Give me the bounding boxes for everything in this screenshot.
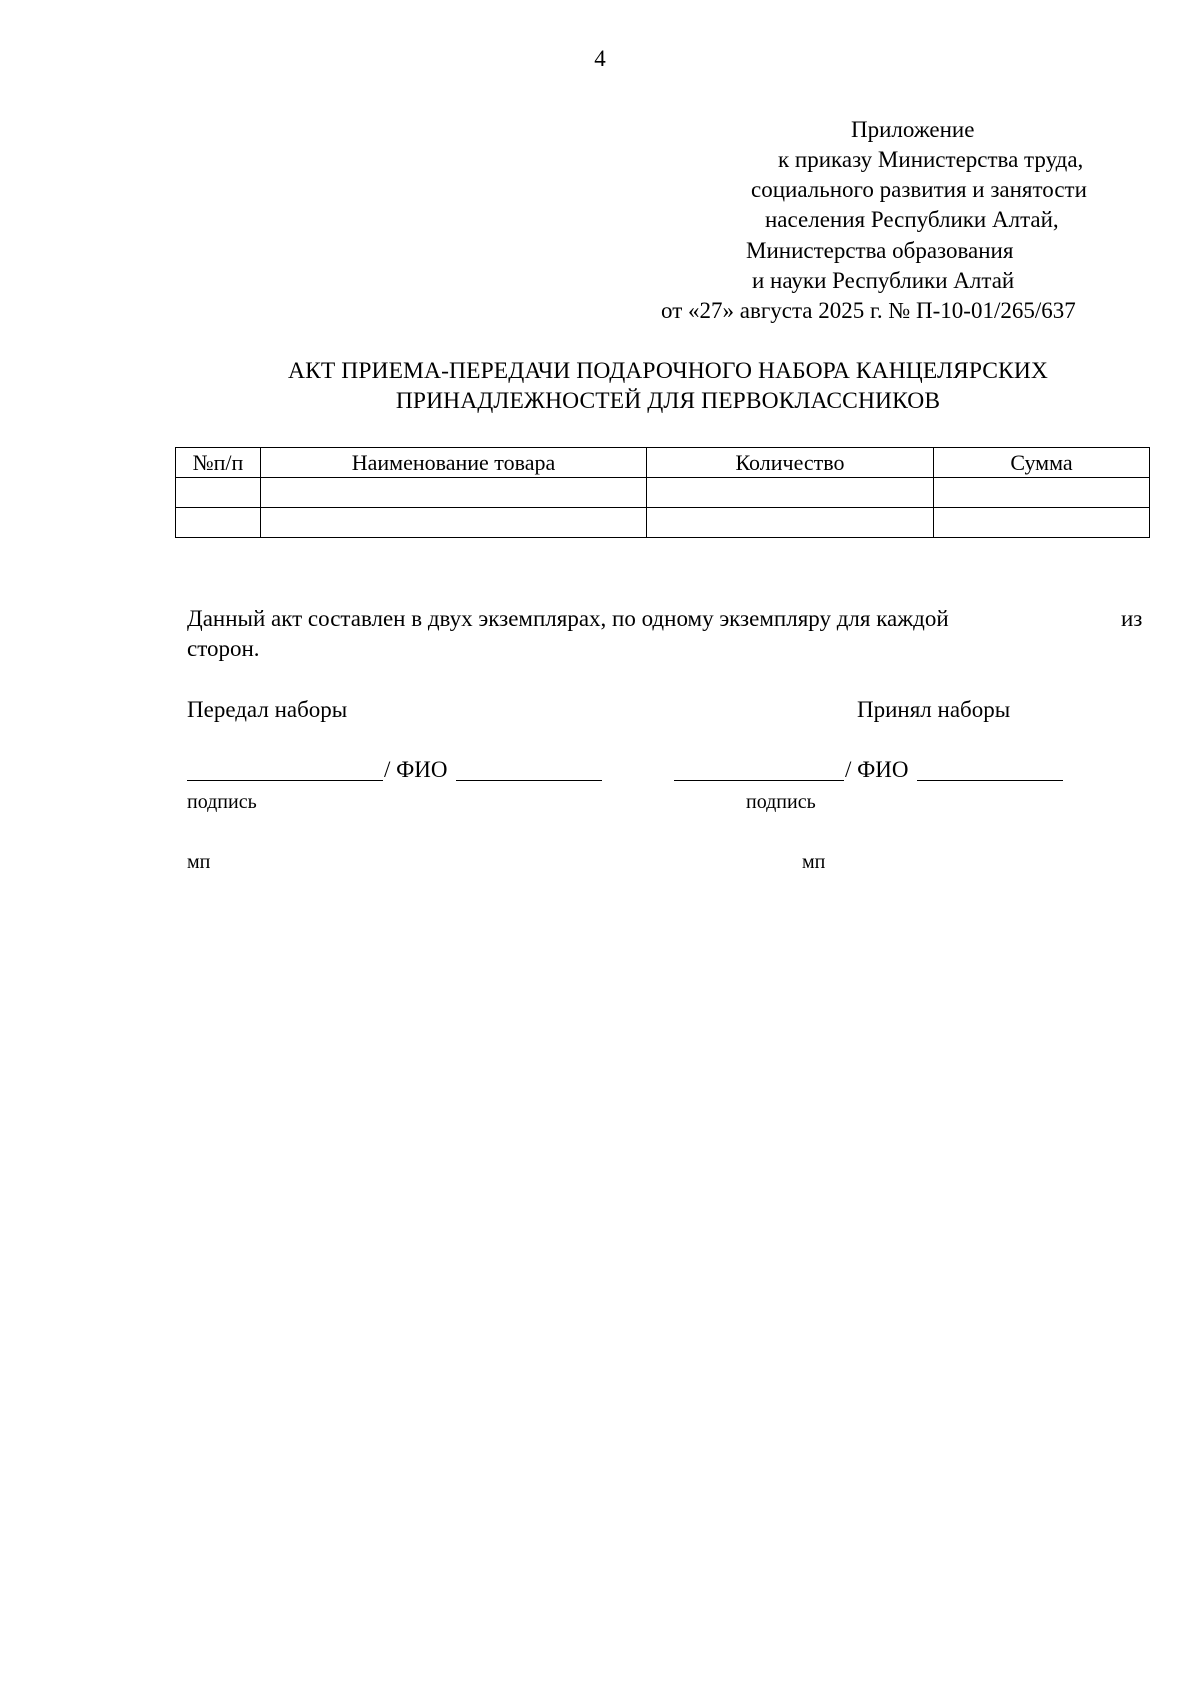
act-title-line-1: АКТ ПРИЕМА-ПЕРЕДАЧИ ПОДАРОЧНОГО НАБОРА КАНЦЕЛЯРСКИХ <box>288 358 1048 384</box>
appendix-line: от «27» августа 2025 г. № П-10-01/265/637 <box>661 298 1076 323</box>
receiver-signature-line[interactable] <box>674 780 844 781</box>
table-header-row <box>176 448 1150 478</box>
page-number: 4 <box>594 46 606 71</box>
table-row <box>176 478 1150 508</box>
appendix-line: и науки Республики Алтай <box>752 268 1015 293</box>
appendix-line: населения Республики Алтай, <box>765 207 1059 232</box>
appendix-line: к приказу Министерства труда, <box>778 147 1084 172</box>
act-title-line-2: ПРИНАДЛЕЖНОСТЕЙ ДЛЯ ПЕРВОКЛАССНИКОВ <box>395 388 941 414</box>
table-cell <box>647 478 934 508</box>
sender-stamp-label: мп <box>187 851 211 873</box>
statement-line-1-end: из <box>1121 606 1143 631</box>
receiver-fio-label: / ФИО <box>845 757 909 782</box>
table-cell <box>934 508 1150 538</box>
sender-heading: Передал наборы <box>187 697 348 722</box>
table-cell <box>934 478 1150 508</box>
statement-line-1: Данный акт составлен в двух экземплярах, по одному экземпляру для каждой <box>187 606 949 631</box>
column-header-sum: Сумма <box>934 448 1150 478</box>
receiver-heading: Принял наборы <box>857 697 1011 722</box>
column-header-product-name: Наименование товара <box>261 448 647 478</box>
goods-table <box>175 447 1150 538</box>
appendix-line: социального развития и занятости <box>751 177 1087 202</box>
statement-line-2: сторон. <box>187 636 260 661</box>
receiver-fio-line[interactable] <box>917 780 1063 781</box>
table-cell <box>261 508 647 538</box>
sender-signature-line[interactable] <box>187 780 383 781</box>
table-cell <box>647 508 934 538</box>
appendix-line: Приложение <box>851 117 975 142</box>
receiver-signature-caption: подпись <box>746 791 816 813</box>
table-cell <box>261 478 647 508</box>
sender-fio-line[interactable] <box>456 780 602 781</box>
receiver-stamp-label: мп <box>802 851 826 873</box>
sender-signature-caption: подпись <box>187 791 257 813</box>
table-row <box>176 508 1150 538</box>
sender-fio-label: / ФИО <box>384 757 448 782</box>
appendix-line: Министерства образования <box>746 238 1014 263</box>
table-cell <box>176 478 261 508</box>
column-header-number: №п/п <box>176 448 261 478</box>
column-header-quantity: Количество <box>647 448 934 478</box>
table-cell <box>176 508 261 538</box>
